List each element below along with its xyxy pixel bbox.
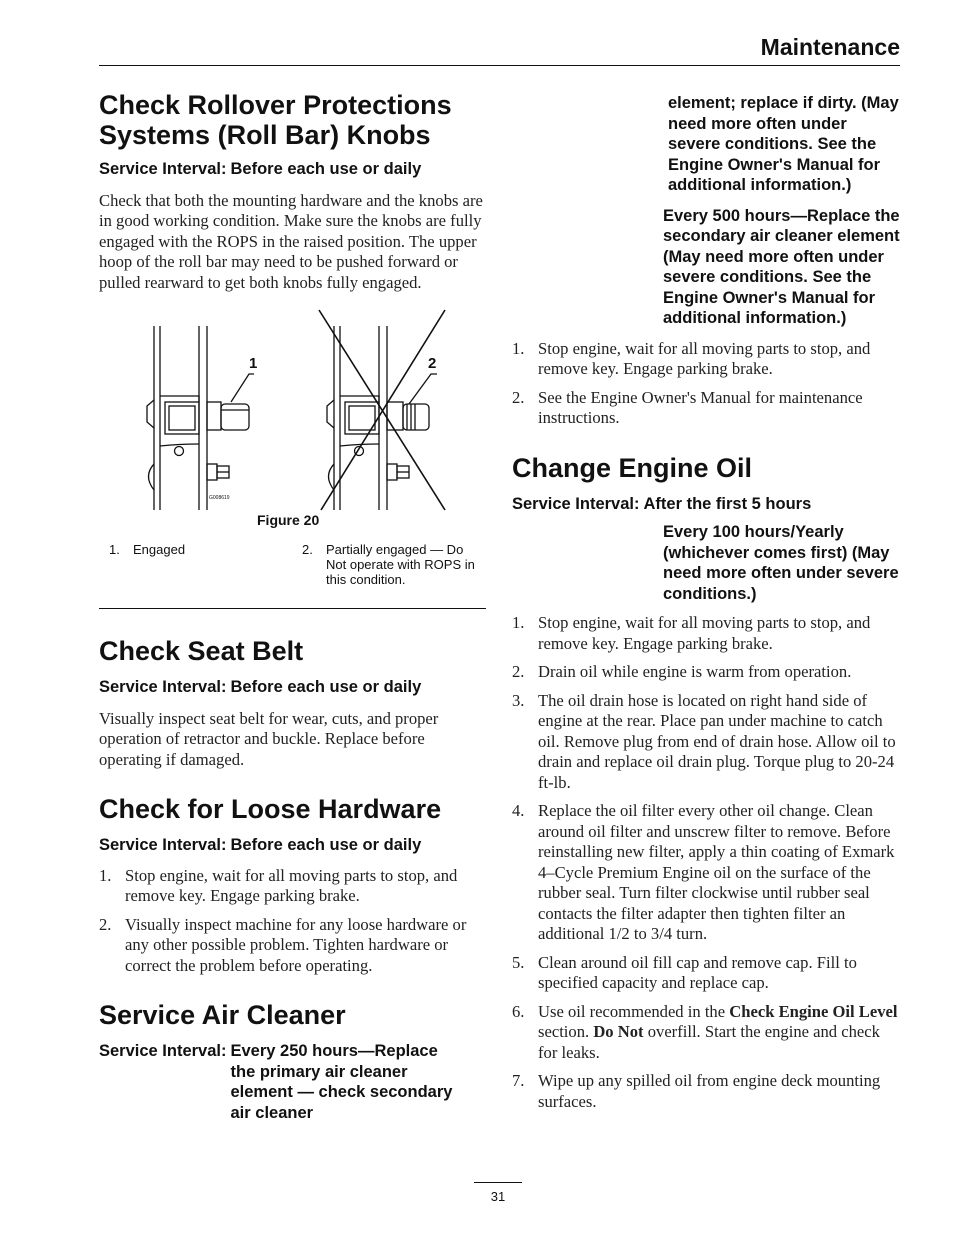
interval-label: Service Interval: bbox=[99, 160, 227, 178]
list-item: 2. See the Engine Owner's Manual for maintenance instructions. bbox=[512, 387, 863, 427]
interval-label: Service Interval: bbox=[99, 836, 227, 854]
engine-oil-interval-100h: Every 100 hours/Yearly (whichever comes first) (May need more often under severe conditions.) bbox=[663, 523, 899, 603]
seat-belt-body: Visually inspect seat belt for wear, cuts, and proper operation of retractor and buckle. Replace before operating if damaged. bbox=[99, 708, 439, 769]
list-item: 2. Drain oil while engine is warm from operation. bbox=[512, 662, 852, 681]
list-item: 1. Stop engine, wait for all moving parts to stop, and remove key. Engage parking brake. bbox=[99, 865, 458, 905]
interval-label: Service Interval: bbox=[99, 678, 227, 696]
list-item: 1. Stop engine, wait for all moving parts to stop, and remove key. Engage parking brake. bbox=[512, 613, 871, 653]
rops-body: Check that both the mounting hardware and the knobs are in good working condition. Make sure the knobs are fully engaged with the ROPS in the raised position. The upper hoop of the roll bar may need to be pushed forward or pulled rearward to get both knobs fully engaged. bbox=[99, 190, 483, 292]
figure-rops-knobs bbox=[99, 304, 486, 594]
legend-text: Partially engaged — Do Not operate with ROPS in this condition. bbox=[326, 542, 475, 587]
list-item: 2. Visually inspect machine for any loose hardware or any other possible problem. Tighten hardware or correct the problem before operating. bbox=[99, 914, 467, 975]
air-cleaner-interval-continued: element; replace if dirty. (May need more often under severe conditions. See the Engine Owner's Manual for additional information.) bbox=[668, 94, 899, 194]
list-item: 1. Stop engine, wait for all moving parts to stop, and remove key. Engage parking brake. bbox=[512, 338, 871, 378]
figure-caption: Figure 20 bbox=[257, 512, 320, 528]
list-item: 4. Replace the oil filter every other oil change. Clean around oil filter and unscrew filter to remove. Before reinstalling new filter, apply a thin coating of Exmark 4–Cycle Premium Engine oil on the surface of the rubber seal. Turn filter clockwise until rubber seal contacts the filter adapter then tighten filter an additional 1/2 to 3/4 turn. bbox=[512, 801, 895, 943]
page-number: 31 bbox=[490, 1189, 506, 1204]
seat-belt-heading: Check Seat Belt bbox=[99, 636, 304, 666]
list-item: 6. Use oil recommended in the Check Engine Oil Level section. Do Not overfill. Start the engine and check for leaks. bbox=[512, 1001, 898, 1062]
left-column bbox=[99, 88, 486, 1123]
air-cleaner-heading: Service Air Cleaner bbox=[99, 1000, 346, 1030]
air-cleaner-service-interval bbox=[99, 1041, 486, 1123]
list-item: 3. The oil drain hose is located on right hand side of engine at the rear. Place pan under machine to catch oil. Remove plug from end of drain hose. Allow oil to drain and replace oil drain plug. Torque plug to 20-24 ft-lb. bbox=[512, 690, 896, 792]
emphasis: Do Not bbox=[593, 1022, 644, 1041]
legend-num: 1. bbox=[109, 542, 120, 557]
rops-knob-illustration bbox=[99, 304, 486, 514]
rops-heading: Check Rollover Protections Systems (Roll Bar) Knobs bbox=[99, 90, 452, 150]
interval-label: Service Interval: bbox=[512, 494, 640, 513]
loose-hardware-heading: Check for Loose Hardware bbox=[99, 794, 442, 824]
engine-oil-service-interval bbox=[512, 494, 902, 515]
interval-value: Every 250 hours—Replace the primary air cleaner element — check secondary air cleaner bbox=[230, 1042, 453, 1122]
right-column bbox=[512, 88, 902, 1120]
divider bbox=[99, 608, 486, 609]
engine-oil-steps bbox=[512, 613, 902, 1112]
interval-value: Before each use or daily bbox=[230, 678, 422, 696]
loose-hardware-service-interval bbox=[99, 835, 486, 856]
interval-value: Before each use or daily bbox=[230, 836, 422, 854]
list-item: 5. Clean around oil fill cap and remove cap. Fill to specified capacity and replace cap. bbox=[512, 952, 857, 992]
part-number: G008619 bbox=[209, 495, 230, 501]
legend-item-2 bbox=[302, 542, 486, 592]
page-footer bbox=[474, 1182, 522, 1204]
callout-1: 1 bbox=[249, 355, 258, 372]
page-header bbox=[99, 33, 900, 66]
interval-value: After the first 5 hours bbox=[643, 494, 812, 513]
list-item: 7. Wipe up any spilled oil from engine deck mounting surfaces. bbox=[512, 1071, 881, 1111]
section-title: Maintenance bbox=[760, 34, 900, 60]
legend-num: 2. bbox=[302, 542, 313, 557]
engine-oil-heading: Change Engine Oil bbox=[512, 452, 753, 483]
loose-hardware-steps bbox=[99, 866, 486, 977]
interval-label: Service Interval: bbox=[99, 1042, 227, 1060]
interval-value: Before each use or daily bbox=[230, 160, 422, 178]
legend-item-1 bbox=[109, 542, 289, 562]
cross-reference: Check Engine Oil Level bbox=[729, 1001, 898, 1021]
air-cleaner-steps bbox=[512, 339, 902, 429]
callout-2: 2 bbox=[428, 355, 437, 372]
air-cleaner-interval-500h: Every 500 hours—Replace the secondary air cleaner element (May need more often under severe conditions. See the Engine Owner's Manual for additional information.) bbox=[663, 206, 900, 327]
rops-service-interval bbox=[99, 159, 486, 180]
legend-text: Engaged bbox=[133, 542, 186, 557]
seat-belt-service-interval bbox=[99, 677, 486, 698]
